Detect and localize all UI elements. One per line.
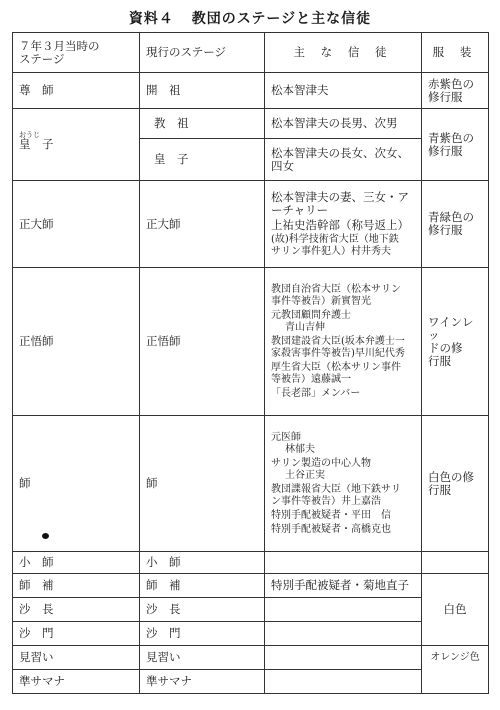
clothing-cell: 青紫色の 修行服 <box>422 109 489 181</box>
believers-cell <box>265 670 422 694</box>
stage-cell: 準サマナ <box>13 670 140 694</box>
clothing-cell: 白色の修 行服 <box>422 416 489 552</box>
current-stage-cell: 皇 子 <box>140 139 265 181</box>
clothing-cell: 赤紫色の 修行服 <box>422 73 489 109</box>
current-stage-cell: 師 補 <box>140 574 265 598</box>
current-stage-cell: 準サマナ <box>140 670 265 694</box>
stage-cell: 尊 師 <box>13 73 140 109</box>
table-row <box>13 181 489 268</box>
believer-entry: 教団自治省大臣（松本サリン 事件等被告）新實智光 <box>271 283 401 307</box>
stage-ruby: おうじ <box>19 131 40 139</box>
stage-cell: 小 師 <box>13 552 140 574</box>
clothing-cell: 白色 <box>422 574 489 646</box>
believers-cell: 特別手配被疑者・菊地直子 <box>265 574 422 598</box>
header-current-stage: 現行のステージ <box>140 33 265 73</box>
stage-cell: 師 <box>13 416 140 552</box>
current-stage-cell: 師 <box>140 416 265 552</box>
believer-entry: 特別手配被疑者・平田 信 <box>271 509 391 521</box>
believers-cell: 松本智津夫 <box>265 73 422 109</box>
current-stage-cell: 教 祖 <box>140 109 265 139</box>
table-row <box>13 646 489 670</box>
document-title-line <box>0 8 500 28</box>
believers-cell <box>265 268 422 416</box>
table-row <box>13 73 489 109</box>
current-stage-cell: 開 祖 <box>140 73 265 109</box>
current-stage-cell: 見習い <box>140 646 265 670</box>
document-label: 資料４ <box>128 11 174 27</box>
believer-entry: 松本智津夫の妻、三女・ア ーチャリー <box>271 189 409 217</box>
table-row <box>13 670 489 694</box>
believer-entry: 特別手配被疑者・高橋克也 <box>271 523 391 535</box>
table-row <box>13 622 489 646</box>
believers-cell <box>265 646 422 670</box>
header-stage-1995: ７年３月当時の ステージ <box>13 33 140 73</box>
believers-cell <box>265 552 422 574</box>
stage-cell: 正大師 <box>13 181 140 268</box>
header-clothing: 服 装 <box>422 33 489 73</box>
current-stage-cell: 正大師 <box>140 181 265 268</box>
document-title: 教団のステージと主な信徒 <box>191 11 372 27</box>
believer-entry: 教団建設省大臣(坂本弁護士一 家殺害事件等被告)早川紀代秀 <box>271 335 405 359</box>
current-stage-cell: 小 師 <box>140 552 265 574</box>
believers-cell <box>265 181 422 268</box>
table-row <box>13 416 489 552</box>
header-row <box>13 33 489 73</box>
clothing-cell: ワインレッ ドの修 行服 <box>422 268 489 416</box>
stage-table <box>12 32 489 694</box>
believers-cell <box>265 598 422 622</box>
believers-cell <box>265 622 422 646</box>
stage-cell: 沙 門 <box>13 622 140 646</box>
stage-cell: 沙 長 <box>13 598 140 622</box>
stage-cell: 師 補 <box>13 574 140 598</box>
table-row <box>13 552 489 574</box>
clothing-cell: オレンジ色 <box>422 646 489 694</box>
clothing-cell: 青緑色の 修行服 <box>422 181 489 268</box>
believers-cell <box>265 416 422 552</box>
believers-cell: 松本智津夫の長女、次女、 四女 <box>265 139 422 181</box>
stage-cell: おうじ 皇 子 <box>13 109 140 181</box>
clothing-cell <box>422 552 489 574</box>
stage-cell: 正悟師 <box>13 268 140 416</box>
believer-entry: 元医師 林郁夫 <box>271 431 315 455</box>
current-stage-cell: 正悟師 <box>140 268 265 416</box>
believer-entry: 「長老部」メンバー <box>271 387 361 399</box>
table-row <box>13 574 489 598</box>
table-row <box>13 598 489 622</box>
believer-entry: 教団諜報省大臣（地下鉄サリ ン事件等被告）井上嘉浩 <box>271 483 401 507</box>
believer-entry: (故)科学技術省大臣（地下鉄 サリン事件犯人）村井秀夫 <box>271 233 399 257</box>
believer-entry: サリン製造の中心人物 土谷正実 <box>271 457 371 481</box>
believers-cell: 松本智津夫の長男、次男 <box>265 109 422 139</box>
ink-spot <box>42 533 49 539</box>
current-stage-cell: 沙 長 <box>140 598 265 622</box>
table-row <box>13 268 489 416</box>
believer-entry: 元教団顧問弁護士 青山吉伸 <box>271 309 351 333</box>
table-row <box>13 109 489 139</box>
stage-cell: 見習い <box>13 646 140 670</box>
believer-entry: 厚生省大臣（松本サリン事件 等被告）遠藤誠一 <box>271 361 401 385</box>
believer-entry: 上祐史浩幹部（称号返上） <box>271 217 409 232</box>
current-stage-cell: 沙 門 <box>140 622 265 646</box>
header-believers: 主 な 信 徒 <box>265 33 422 73</box>
